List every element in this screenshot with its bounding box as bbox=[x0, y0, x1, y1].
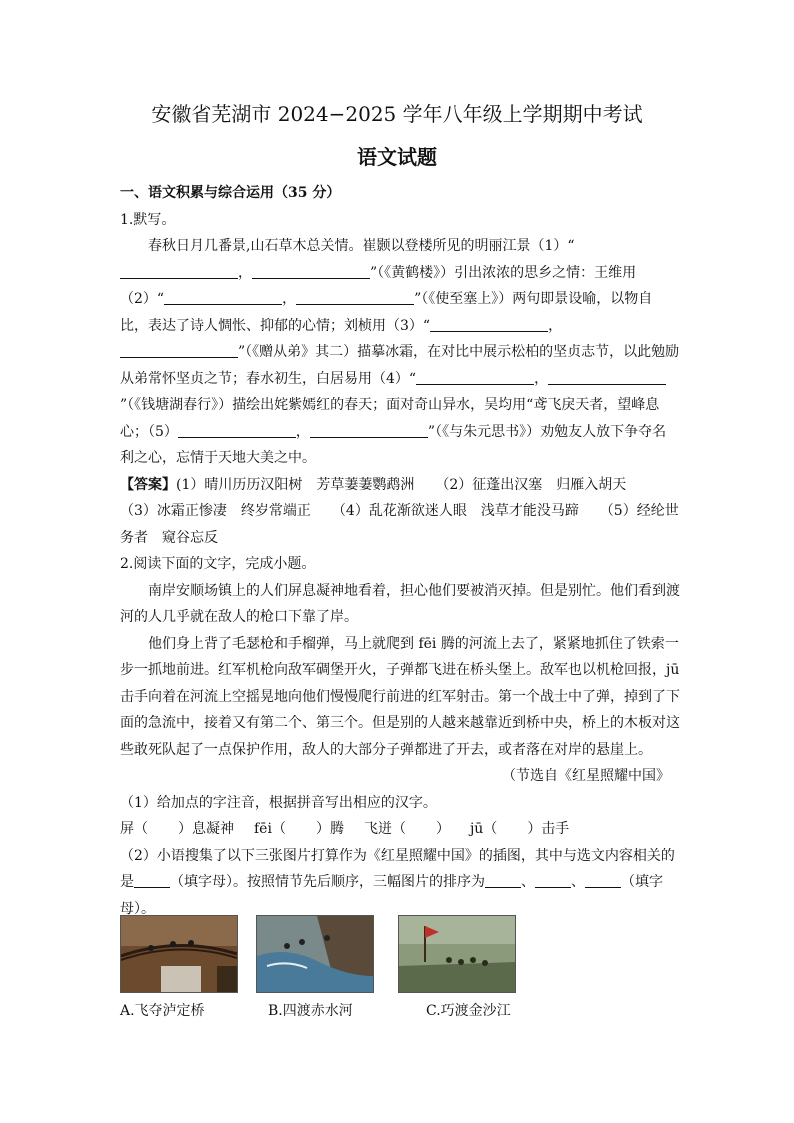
answer-label: 【答案】 bbox=[120, 476, 176, 493]
answer-blank[interactable] bbox=[164, 290, 282, 305]
q1-text-g: ”（《赠从弟》其二）描摹冰霜，在对比中展示松柏的坚贞志节，以此勉励从弟常怀坚贞之节；春水初生，白居易用（4）“ bbox=[120, 344, 680, 387]
answer-blank[interactable] bbox=[120, 264, 238, 279]
answer-block bbox=[120, 472, 680, 499]
q1-text-h: ， bbox=[534, 370, 549, 387]
exam-subtitle: 语文试题 bbox=[357, 145, 437, 169]
illustrations bbox=[120, 915, 540, 995]
q1-text-b: ， bbox=[238, 264, 252, 281]
answer-blank[interactable] bbox=[416, 370, 534, 385]
exam-title: 安徽省芜湖市 2024−2025 学年八年级上学期期中考试 bbox=[151, 102, 643, 126]
question-2-label: 2.阅读下面的文字，完成小题。 bbox=[120, 556, 316, 572]
q1-text-c: ”（《黄鹤楼》）引出浓浓的思乡之情：王维用（2）“ bbox=[120, 264, 637, 307]
q1-text-d: ， bbox=[282, 291, 297, 307]
sub2-text-d: 、 bbox=[571, 874, 585, 890]
passage-paragraph-1: 南岸安顺场镇上的人们屏息凝神地看着，担心他们要被消灭掉。但是别忙。他们看到渡河的人几乎就在敌人的枪口下靠了岸。 bbox=[120, 582, 680, 625]
sub2-text-a: （2）小语搜集了以下三张图片打算作为《红星照耀中国》的插图，其中与选文内容相关的是 bbox=[120, 847, 675, 890]
q1-text-j: ， bbox=[295, 423, 310, 440]
item-text: ） bbox=[435, 821, 450, 837]
item-text: ）息凝神 bbox=[178, 821, 234, 837]
q1-text-e: ”（《使至塞上》）两句即景设喻，以物自比，表达了诗人惆怅、抑郁的心情；刘桢用（3）“ bbox=[120, 291, 653, 334]
item-text: ）腾 bbox=[315, 821, 344, 837]
question-1-label: 1.默写。 bbox=[120, 211, 176, 228]
caption-a: A.飞夺泸定桥 bbox=[120, 1003, 205, 1019]
answer-line-2: （3）冰霜正惨凄 终岁常端正 （4）乱花渐欲迷人眼 浅草才能没马蹄 （5）经纶世务者 窥谷忘反 bbox=[120, 503, 679, 546]
q1-text-k: ”（《与朱元思书》）劝勉友人放下争夺名利之心，忘情于天地大美之中。 bbox=[120, 423, 667, 466]
passage-paragraph-2: 他们身上背了毛瑟枪和手榴弹，马上就爬到 fēi 腾的河流上去了，紧紧地抓住了铁索一步一抓地前进。红军机枪向敌军碉堡开火，子弹都飞进在桥头堡上。敌军也以机枪回报，jū 击手向着在河流上空摇晃地向他们慢慢爬行前进的红军射击。第一个战士中了弹，掉到了下面的急流中，接着又有第二个、第三个。但是别的人越来越靠近到桥中央，桥上的木板对这些敢死队起了一点保护作用，敌人的大部分子弹都进了开去，或者落在对岸的悬崖上。 bbox=[120, 635, 680, 758]
caption-b: B.四渡赤水河 bbox=[268, 1003, 353, 1019]
item-text: fēi（ bbox=[254, 821, 286, 837]
passage-source: （节选自《红星照耀中国》 bbox=[502, 768, 670, 784]
sub-question-1: （1）给加点的字注音，根据拼音写出相应的汉字。 bbox=[120, 794, 437, 811]
section-heading: 一、语文积累与综合运用（35 分） bbox=[120, 185, 341, 201]
item-text: ）击手 bbox=[527, 821, 570, 837]
answer-blank[interactable] bbox=[134, 873, 170, 888]
sub2-text-e: （填字母）。 bbox=[120, 874, 663, 917]
answer-blank[interactable] bbox=[485, 873, 521, 888]
answer-blank[interactable] bbox=[178, 423, 296, 438]
answer-blank[interactable] bbox=[296, 290, 414, 305]
sub2-text-b: （填字母）。按照情节先后顺序，三幅图片的排序为 bbox=[170, 874, 485, 890]
answer-blank[interactable] bbox=[548, 370, 666, 385]
river-crossing-painting-icon bbox=[256, 915, 374, 993]
question-1-text bbox=[120, 233, 680, 472]
q1-text-a: 春秋日月几番景,山石草木总关情。崔颢以登楼所见的明丽江景（1）“ bbox=[148, 238, 575, 254]
answer-blank[interactable] bbox=[535, 873, 571, 888]
item-text: jū（ bbox=[469, 821, 498, 837]
exam-content bbox=[120, 180, 680, 922]
answer-blank[interactable] bbox=[585, 873, 621, 888]
sub-question-1-items bbox=[120, 816, 680, 843]
caption-c: C.巧渡金沙江 bbox=[426, 1003, 511, 1019]
sub2-text-c: 、 bbox=[521, 874, 535, 890]
bridge-painting-icon bbox=[120, 915, 238, 993]
q1-text-f: ， bbox=[548, 317, 563, 334]
answer-blank[interactable] bbox=[120, 343, 238, 358]
q1-text-i: ”（《钱塘湖春行》）描绘出姹紫嫣红的春天；面对奇山异水，吴均用“鸢飞戾天者，望峰息心；（5） bbox=[120, 397, 660, 440]
sub-question-2 bbox=[120, 843, 680, 923]
answer-blank[interactable] bbox=[430, 317, 548, 332]
item-text: 飞迸（ bbox=[363, 821, 406, 837]
answer-blank[interactable] bbox=[252, 264, 370, 279]
ferry-painting-icon bbox=[398, 915, 516, 993]
answer-line-1: (1）晴川历历汉阳树 芳草萋萋鹦鹉洲 （2）征蓬出汉塞 归雁入胡天 bbox=[176, 476, 627, 493]
item-text: 屏（ bbox=[120, 821, 148, 837]
answer-blank[interactable] bbox=[310, 423, 428, 438]
